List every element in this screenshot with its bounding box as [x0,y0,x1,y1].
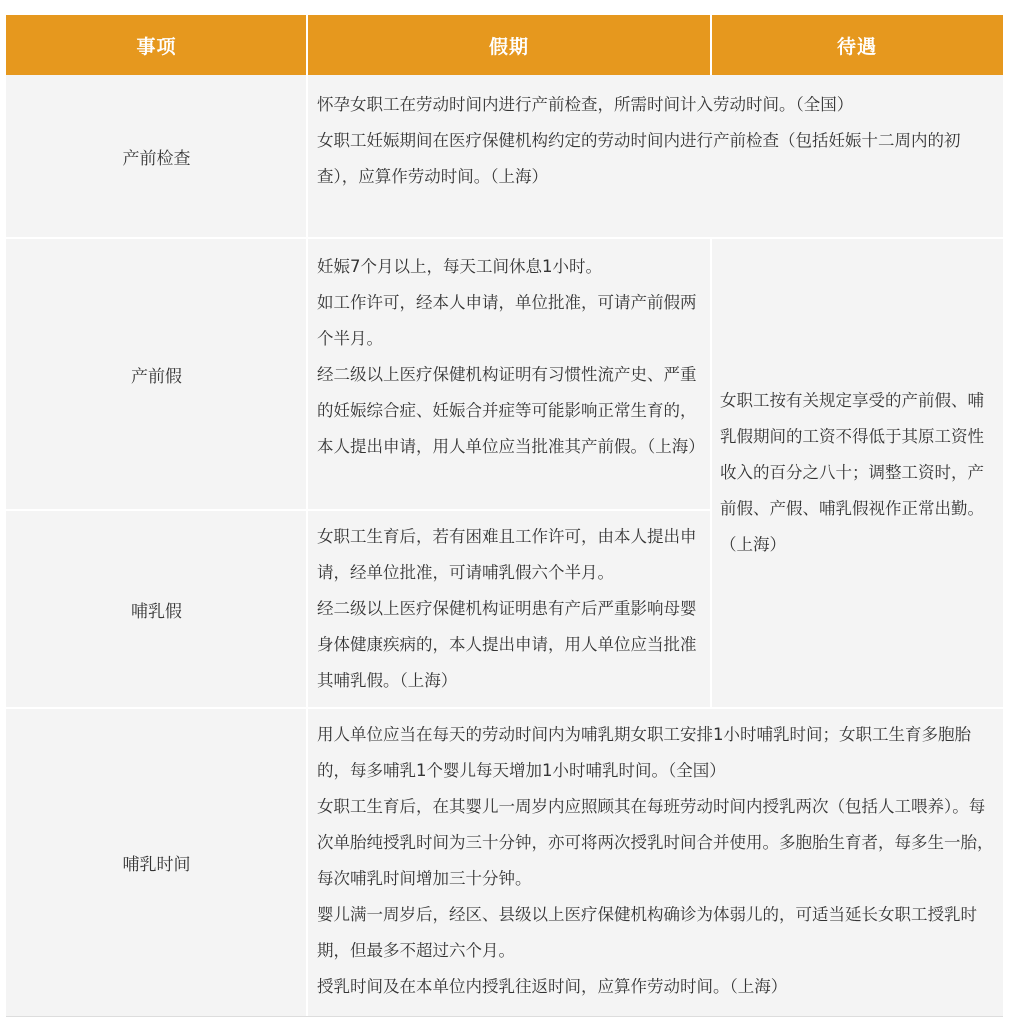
row-item-nursing-time: 哺乳时间 [6,708,307,1016]
row-leave-prenatal-checkup [307,75,1003,238]
header-leave: 假期 [307,15,711,75]
table-bottom-border [6,1016,1003,1017]
row-item-prenatal-leave: 产前假 [6,238,307,510]
leave-paragraph: 女职工妊娠期间在医疗保健机构约定的劳动时间内进行产前检查（包括妊娠十二周内的初查），应算作劳动时间。（上海） [317,131,961,186]
leave-paragraph: 经二级以上医疗保健机构证明患有产后严重影响母婴身体健康疾病的，本人提出申请，用人单位应当批准其哺乳假。（上海） [317,599,697,690]
row-item-prenatal-checkup: 产前检查 [6,75,307,238]
leave-paragraph: 经二级以上医疗保健机构证明有习惯性流产史、严重的妊娠综合症、妊娠合并症等可能影响正常生育的，本人提出申请，用人单位应当批准其产前假。（上海） [317,365,705,456]
leave-paragraph: 妊娠7个月以上，每天工间休息1小时。 [317,257,602,276]
column-divider [710,238,712,708]
leave-paragraph: 如工作许可，经本人申请，单位批准，可请产前假两个半月。 [317,293,697,348]
row-divider [6,707,1003,709]
header-item: 事项 [6,15,307,75]
leave-paragraph: 用人单位应当在每天的劳动时间内为哺乳期女职工安排1小时哺乳时间；女职工生育多胞胎的，每多哺乳1个婴儿每天增加1小时哺乳时间。（全国） [317,725,971,780]
leave-paragraph: 女职工生育后，若有困难且工作许可，由本人提出申请，经单位批准，可请哺乳假六个半月。 [317,527,697,582]
leave-paragraph: 怀孕女职工在劳动时间内进行产前检查，所需时间计入劳动时间。（全国） [317,95,854,114]
leave-policy-table [6,15,1003,1017]
row-leave-nursing-leave [307,510,711,708]
treatment-cell [711,238,1003,708]
row-leave-nursing-time [307,708,1003,1016]
column-divider [710,15,712,75]
leave-paragraph: 女职工生育后，在其婴儿一周岁内应照顾其在每班劳动时间内授乳两次（包括人工喂养）。每次单胎纯授乳时间为三十分钟，亦可将两次授乳时间合并使用。多胞胎生育者，每多生一胎，每次哺乳时间增加三十分钟。 [317,797,994,888]
header-treatment: 待遇 [711,15,1003,75]
treatment-text: 女职工按有关规定享受的产前假、哺乳假期间的工资不得低于其原工资性收入的百分之八十；调整工资时，产前假、产假、哺乳假视作正常出勤。（上海） [720,391,984,554]
row-leave-prenatal-leave [307,238,711,510]
row-divider [6,237,1003,239]
row-divider [6,509,711,511]
column-divider [306,15,308,1016]
leave-paragraph: 婴儿满一周岁后，经区、县级以上医疗保健机构确诊为体弱儿的，可适当延长女职工授乳时期，但最多不超过六个月。 [317,905,977,960]
leave-paragraph: 授乳时间及在本单位内授乳往返时间，应算作劳动时间。（上海） [317,977,788,996]
row-item-nursing-leave: 哺乳假 [6,510,307,708]
